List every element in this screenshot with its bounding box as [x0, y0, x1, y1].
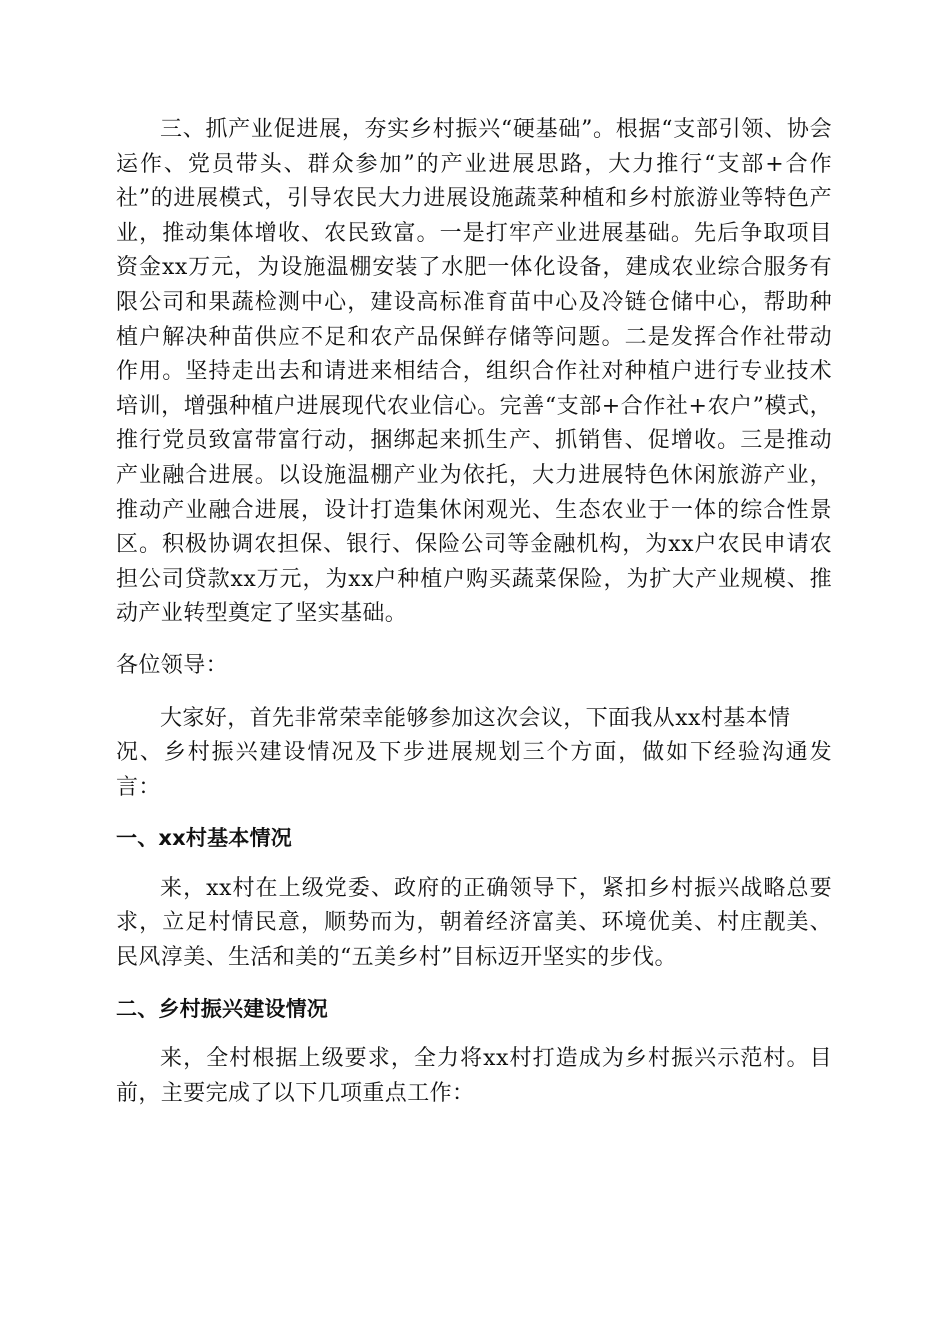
paragraph-revitalization-construction: 来，全村根据上级要求，全力将xx村打造成为乡村振兴示范村。目前，主要完成了以下几项重点工作：	[116, 1046, 832, 1106]
paragraph-industry-development: 三、抓产业促进展，夯实乡村振兴“硬基础”。根据“支部引领、协会运作、党员带头、群众参加”的产业进展思路，大力推行“支部+合作社”的进展模式，引导农民大力进展设施蔬菜种植和乡村旅游业等特色产业，推动集体增收、农民致富。一是打牢产业进展基础。先后争取项目资金xx万元，为设施温棚安装了水肥一体化设备，建成农业综合服务有限公司和果蔬检测中心，建设高标准育苗中心及冷链仓储中心，帮助种植户解决种苗供应不足和农产品保鲜存储等问题。二是发挥合作社带动作用。坚持走出去和请进来相结合，组织合作社对种植户进行专业技术培训，增强种植户进展现代农业信心。完善“支部+合作社+农户”模式，推行党员致富带富行动，捆绑起来抓生产、抓销售、促增收。三是推动产业融合进展。以设施温棚产业为依托，大力进展特色休闲旅游产业，推动产业融合进展，设计打造集休闲观光、生态农业于一体的综合性景区。积极协调农担保、银行、保险公司等金融机构，为xx户农民申请农担公司贷款xx万元，为xx户种植户购买蔬菜保险，为扩大产业规模、推动产业转型奠定了坚实基础。	[116, 117, 832, 627]
intro-paragraph	[116, 702, 832, 806]
salutation: 各位领导：	[116, 652, 229, 678]
document-body	[116, 113, 832, 1111]
section-heading-village-basics: 一、xx村基本情况	[116, 826, 292, 851]
paragraph-village-basics: 来，xx村在上级党委、政府的正确领导下，紧扣乡村振兴战略总要求，立足村情民意，顺势而为，朝着经济富美、环境优美、村庄靓美、民风淳美、生活和美的“五美乡村”目标迈开坚实的步伐。	[116, 875, 832, 971]
section-heading-revitalization-construction: 二、乡村振兴建设情况	[116, 996, 328, 1021]
intro-line-1: 大家好，首先非常荣幸能够参加这次会议，下面我从xx村基本情	[160, 705, 791, 731]
intro-line-2: 况、乡村振兴建设情况及下步进展规划三个方面，做如下经验沟通发言：	[116, 740, 832, 800]
